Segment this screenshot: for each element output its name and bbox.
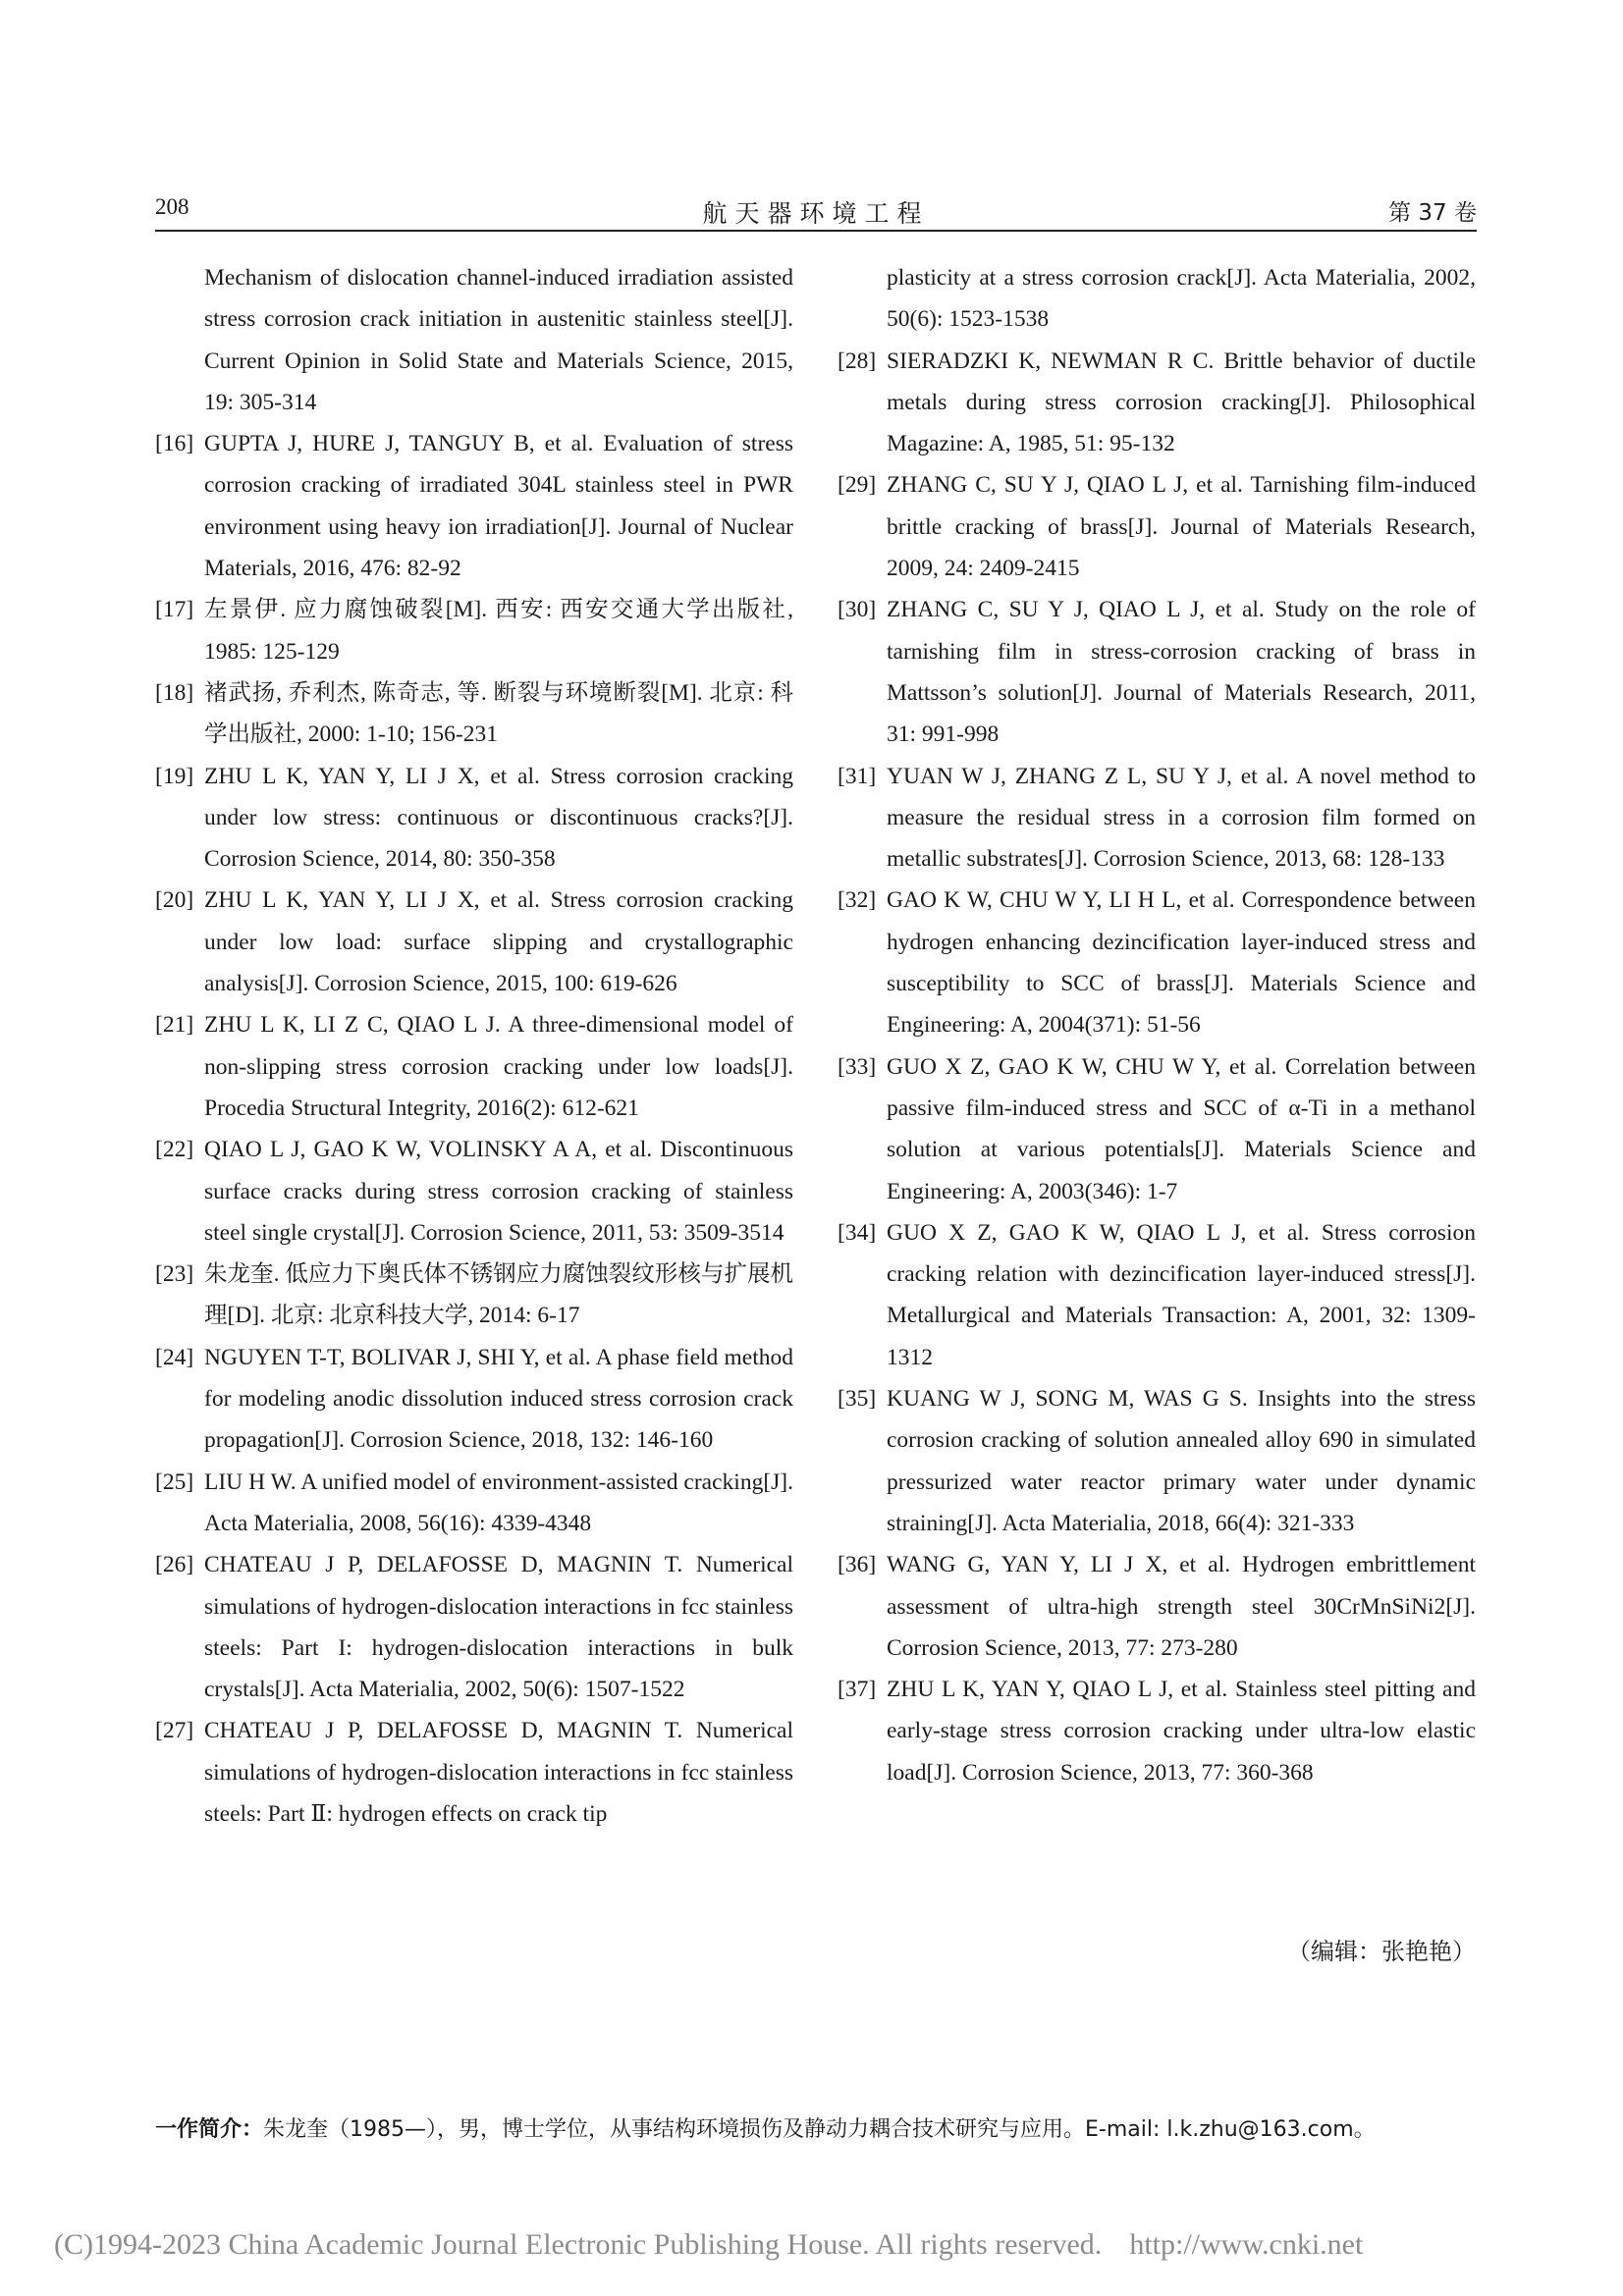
reference-item <box>838 880 1476 1045</box>
reference-item <box>155 1462 793 1545</box>
reference-number: [35] <box>838 1386 877 1413</box>
reference-number: [36] <box>838 1552 877 1578</box>
reference-item <box>155 1710 793 1835</box>
reference-number: [27] <box>155 1718 194 1744</box>
reference-item <box>838 756 1476 881</box>
reference-number: [26] <box>155 1552 194 1578</box>
reference-number: [18] <box>155 679 194 706</box>
reference-number: [16] <box>155 431 194 457</box>
reference-item <box>838 1212 1476 1378</box>
reference-item <box>155 756 793 881</box>
author-bio-text: 朱龙奎（1985—），男，博士学位，从事结构环境损伤及静动力耦合技术研究与应用。E-mail: l.k.zhu@163.com。 <box>263 2117 1376 2142</box>
reference-item <box>838 1378 1476 1544</box>
reference-number: [25] <box>155 1468 194 1495</box>
reference-text: LIU H W. A unified model of environment-assisted cracking[J]. Acta Materialia, 2008, 56(16): 4339-4348 <box>204 1468 793 1536</box>
reference-item <box>838 1046 1476 1212</box>
reference-text: CHATEAU J P, DELAFOSSE D, MAGNIN T. Numerical simulations of hydrogen-dislocation interactions in fcc stainless steels: Part I: hydrogen-dislocation interactions in bulk crystals[J]. Acta Materialia, 2002, 50(6): 1507-1522 <box>204 1552 793 1703</box>
reference-item <box>838 1544 1476 1669</box>
reference-item <box>155 672 793 756</box>
reference-item <box>155 880 793 1004</box>
reference-text: SIERADZKI K, NEWMAN R C. Brittle behavior of ductile metals during stress corrosion cracking[J]. Philosophical Magazine: A, 1985, 51: 95-132 <box>887 347 1476 457</box>
reference-text: QIAO L J, GAO K W, VOLINSKY A A, et al. Discontinuous surface cracks during stress corrosion cracking of stainless steel single crystal[J]. Corrosion Science, 2011, 53: 3509-3514 <box>204 1137 793 1246</box>
reference-number: [23] <box>155 1261 194 1288</box>
reference-number: [32] <box>838 887 877 914</box>
reference-item <box>838 341 1476 465</box>
reference-number: [31] <box>838 763 877 789</box>
reference-text: KUANG W J, SONG M, WAS G S. Insights into the stress corrosion cracking of solution annealed alloy 690 in simulated pressurized water reactor primary water under dynamic straining[J]. Acta Materialia, 2018, 66(4): 321-333 <box>887 1386 1476 1536</box>
reference-number: [37] <box>838 1677 877 1703</box>
copyright-text: (C)1994-2023 China Academic Journal Electronic Publishing House. All rights reserved. <box>54 2228 1103 2261</box>
reference-number: [21] <box>155 1012 194 1039</box>
volume-label: 第 37 卷 <box>1388 200 1477 226</box>
reference-text: ZHANG C, SU Y J, QIAO L J, et al. Study on the role of tarnishing film in stress-corrosion cracking of brass in Mattsson’s solution[J]. Journal of Materials Research, 2011, 31: 991-998 <box>887 597 1476 748</box>
reference-continuation: Mechanism of dislocation channel-induced irradiation assisted stress corrosion crack initiation in austenitic stainless steel[J]. Current Opinion in Solid State and Materials Science, 2015, 19: 305-314 <box>204 265 793 415</box>
header-rule <box>155 230 1477 232</box>
page-number: 208 <box>155 194 189 219</box>
reference-number: [29] <box>838 472 877 499</box>
references-left-column <box>155 257 793 1835</box>
reference-text: 朱龙奎. 低应力下奥氏体不锈钢应力腐蚀裂纹形核与扩展机理[D]. 北京: 北京科技大学, 2014: 6-17 <box>204 1261 793 1329</box>
copyright-footer <box>54 2228 1363 2262</box>
reference-text: GUO X Z, GAO K W, CHU W Y, et al. Correlation between passive film-induced stress and SCC of α-Ti in a methanol solution at various potentials[J]. Materials Science and Engineering: A, 2003(346): 1-7 <box>887 1053 1476 1204</box>
reference-number: [33] <box>838 1053 877 1080</box>
copyright-url[interactable]: http://www.cnki.net <box>1129 2228 1364 2261</box>
reference-number: [24] <box>155 1344 194 1370</box>
author-bio <box>155 2112 1530 2143</box>
reference-number: [30] <box>838 597 877 623</box>
reference-text: GUO X Z, GAO K W, QIAO L J, et al. Stress corrosion cracking relation with dezincification layer-induced stress[J]. Metallurgical and Materials Transaction: A, 2001, 32: 1309-1312 <box>887 1219 1476 1370</box>
reference-text: ZHU L K, YAN Y, LI J X, et al. Stress corrosion cracking under low load: surface slipping and crystallographic analysis[J]. Corrosion Science, 2015, 100: 619-626 <box>204 887 793 997</box>
references-right-column <box>838 257 1476 1793</box>
reference-text: YUAN W J, ZHANG Z L, SU Y J, et al. A novel method to measure the residual stress in a corrosion film formed on metallic substrates[J]. Corrosion Science, 2013, 68: 128-133 <box>887 763 1476 873</box>
editor-note: （编辑：张艳艳） <box>1287 1938 1476 1965</box>
reference-number: [17] <box>155 597 194 623</box>
reference-item <box>155 1129 793 1254</box>
running-header <box>155 194 1477 228</box>
reference-item <box>155 1337 793 1462</box>
reference-number: [20] <box>155 887 194 914</box>
reference-text: GAO K W, CHU W Y, LI H L, et al. Correspondence between hydrogen enhancing dezincification layer-induced stress and susceptibility to SCC of brass[J]. Materials Science and Engineering: A, 2004(371): 51-56 <box>887 887 1476 1039</box>
author-bio-label: 一作简介： <box>155 2117 264 2142</box>
reference-item <box>838 589 1476 755</box>
reference-item <box>155 423 793 589</box>
reference-number: [19] <box>155 763 194 789</box>
reference-text: 褚武扬, 乔利杰, 陈奇志, 等. 断裂与环境断裂[M]. 北京: 科学出版社, 2000: 1-10; 156-231 <box>204 679 793 748</box>
reference-text: ZHANG C, SU Y J, QIAO L J, et al. Tarnishing film-induced brittle cracking of brass[J]. Journal of Materials Research, 2009, 24: 2409-2415 <box>887 472 1476 582</box>
reference-item <box>155 1254 793 1337</box>
reference-continuation: plasticity at a stress corrosion crack[J]. Acta Materialia, 2002, 50(6): 1523-1538 <box>887 265 1476 333</box>
journal-title: 航天器环境工程 <box>702 199 930 228</box>
reference-number: [34] <box>838 1219 877 1246</box>
reference-item <box>838 464 1476 589</box>
reference-text: ZHU L K, YAN Y, QIAO L J, et al. Stainless steel pitting and early-stage stress corrosion cracking under ultra-low elastic load[J]. Corrosion Science, 2013, 77: 360-368 <box>887 1677 1476 1786</box>
reference-text: CHATEAU J P, DELAFOSSE D, MAGNIN T. Numerical simulations of hydrogen-dislocation interactions in fcc stainless steels: Part Ⅱ: hydrogen effects on crack tip <box>204 1718 793 1827</box>
reference-item <box>838 1669 1476 1793</box>
reference-item <box>155 589 793 672</box>
reference-item <box>155 1004 793 1129</box>
reference-text: ZHU L K, YAN Y, LI J X, et al. Stress corrosion cracking under low stress: continuous or discontinuous cracks?[J]. Corrosion Science, 2014, 80: 350-358 <box>204 763 793 873</box>
reference-number: [28] <box>838 347 877 374</box>
reference-text: ZHU L K, LI Z C, QIAO L J. A three-dimensional model of non-slipping stress corrosion cracking under low loads[J]. Procedia Structural Integrity, 2016(2): 612-621 <box>204 1012 793 1121</box>
reference-number: [22] <box>155 1137 194 1163</box>
reference-text: 左景伊. 应力腐蚀破裂[M]. 西安: 西安交通大学出版社, 1985: 125-129 <box>204 597 793 665</box>
reference-item <box>155 1544 793 1710</box>
reference-text: GUPTA J, HURE J, TANGUY B, et al. Evaluation of stress corrosion cracking of irradiated 304L stainless steel in PWR environment using heavy ion irradiation[J]. Journal of Nuclear Materials, 2016, 476: 82-92 <box>204 431 793 582</box>
reference-text: NGUYEN T-T, BOLIVAR J, SHI Y, et al. A phase field method for modeling anodic dissolution induced stress corrosion crack propagation[J]. Corrosion Science, 2018, 132: 146-160 <box>204 1344 793 1454</box>
reference-text: WANG G, YAN Y, LI J X, et al. Hydrogen embrittlement assessment of ultra-high strength steel 30CrMnSiNi2[J]. Corrosion Science, 2013, 77: 273-280 <box>887 1552 1476 1661</box>
